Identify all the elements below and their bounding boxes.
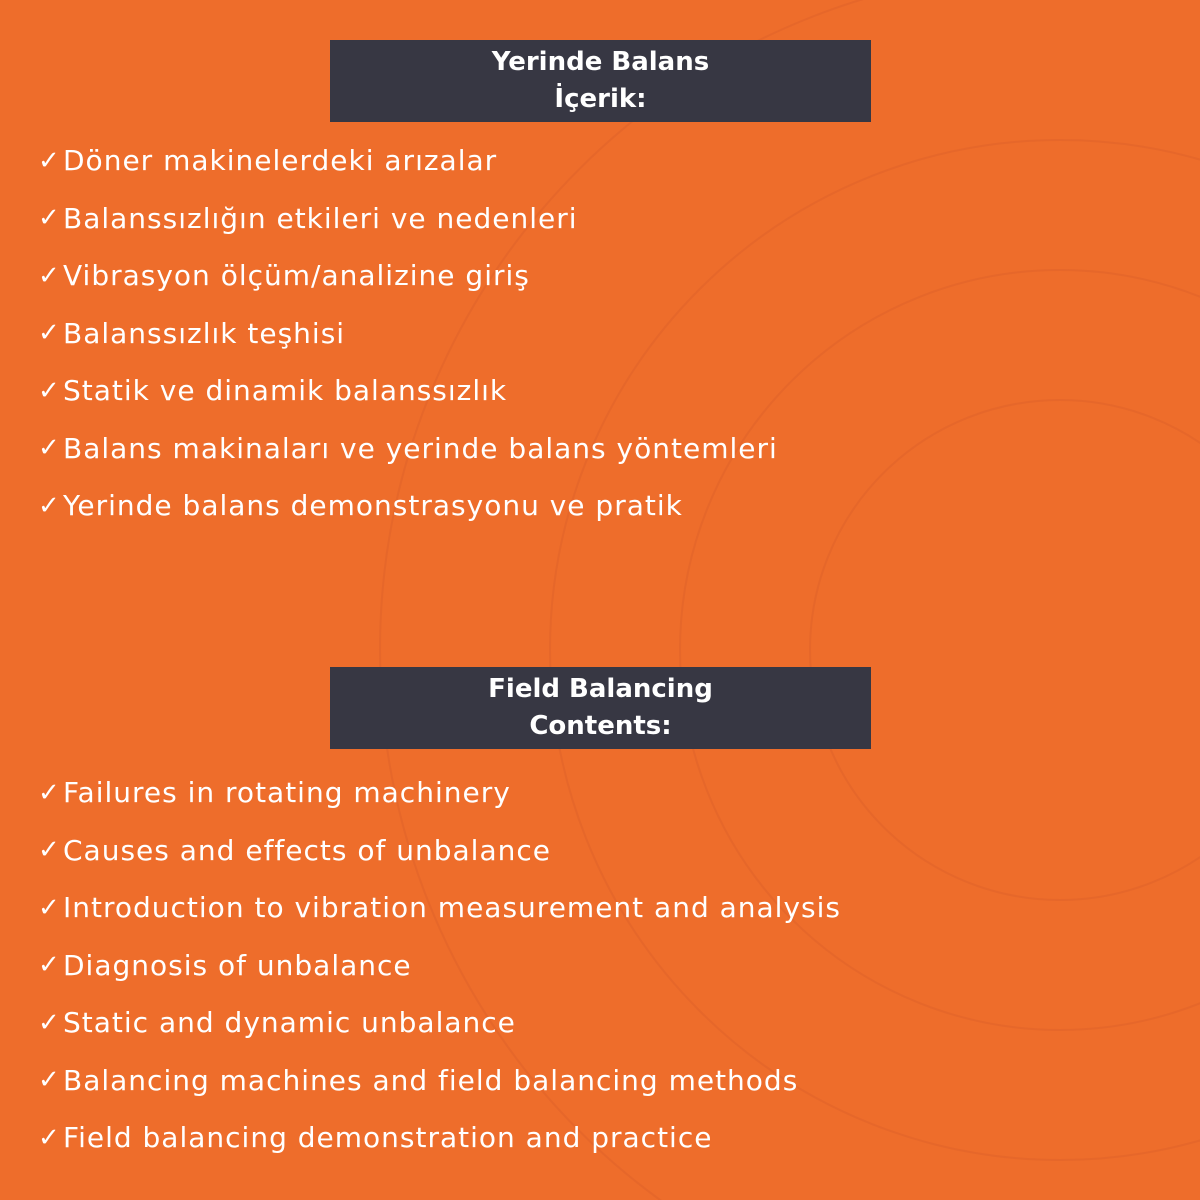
list-item-text: Yerinde balans demonstrasyonu ve pratik: [63, 489, 683, 523]
check-icon: ✓: [38, 1007, 60, 1038]
list-item: [38, 822, 841, 880]
list-item: [38, 879, 841, 937]
list-item-text: Balanssızlık teşhisi: [63, 316, 346, 350]
check-icon: ✓: [38, 260, 60, 291]
check-icon: ✓: [38, 835, 60, 866]
list-item: [38, 190, 778, 248]
check-icon: ✓: [38, 145, 60, 176]
check-icon: ✓: [38, 203, 60, 234]
list-item-text: Statik ve dinamik balanssızlık: [63, 374, 508, 408]
list-item-text: Vibrasyon ölçüm/analizine giriş: [63, 259, 530, 293]
list-item: [38, 132, 778, 190]
section-header-turkish: [330, 40, 871, 122]
list-item: [38, 305, 778, 363]
list-item: [38, 1109, 841, 1167]
check-icon: ✓: [38, 777, 60, 808]
list-item-text: Causes and effects of unbalance: [63, 833, 551, 867]
list-item: [38, 937, 841, 995]
list-item: [38, 1052, 841, 1110]
check-icon: ✓: [38, 433, 60, 464]
check-icon: ✓: [38, 490, 60, 521]
list-item-text: Balans makinaları ve yerinde balans yöntemleri: [63, 431, 778, 465]
content-list-turkish: [38, 132, 778, 535]
list-item-text: Balancing machines and field balancing methods: [63, 1063, 799, 1097]
check-icon: ✓: [38, 950, 60, 981]
list-item: [38, 420, 778, 478]
check-icon: ✓: [38, 1065, 60, 1096]
check-icon: ✓: [38, 1122, 60, 1153]
check-icon: ✓: [38, 375, 60, 406]
list-item-text: Balanssızlığın etkileri ve nedenleri: [63, 201, 578, 235]
background-ring: [810, 400, 1200, 900]
list-item: [38, 994, 841, 1052]
list-item-text: Field balancing demonstration and practice: [63, 1121, 713, 1155]
list-item-text: Failures in rotating machinery: [63, 776, 511, 810]
header-title-line2: İçerik:: [554, 84, 647, 114]
check-icon: ✓: [38, 892, 60, 923]
content-list-english: [38, 764, 841, 1167]
list-item-text: Diagnosis of unbalance: [63, 948, 412, 982]
list-item: [38, 362, 778, 420]
list-item: [38, 764, 841, 822]
list-item-text: Döner makinelerdeki arızalar: [63, 144, 498, 178]
list-item: [38, 477, 778, 535]
header-title-line2: Contents:: [529, 711, 672, 741]
section-header-english: [330, 667, 871, 749]
list-item-text: Introduction to vibration measurement and analysis: [63, 891, 841, 925]
check-icon: ✓: [38, 318, 60, 349]
list-item: [38, 247, 778, 305]
header-title-line1: Yerinde Balans: [491, 47, 710, 77]
header-title-line1: Field Balancing: [488, 674, 713, 704]
list-item-text: Static and dynamic unbalance: [63, 1006, 516, 1040]
